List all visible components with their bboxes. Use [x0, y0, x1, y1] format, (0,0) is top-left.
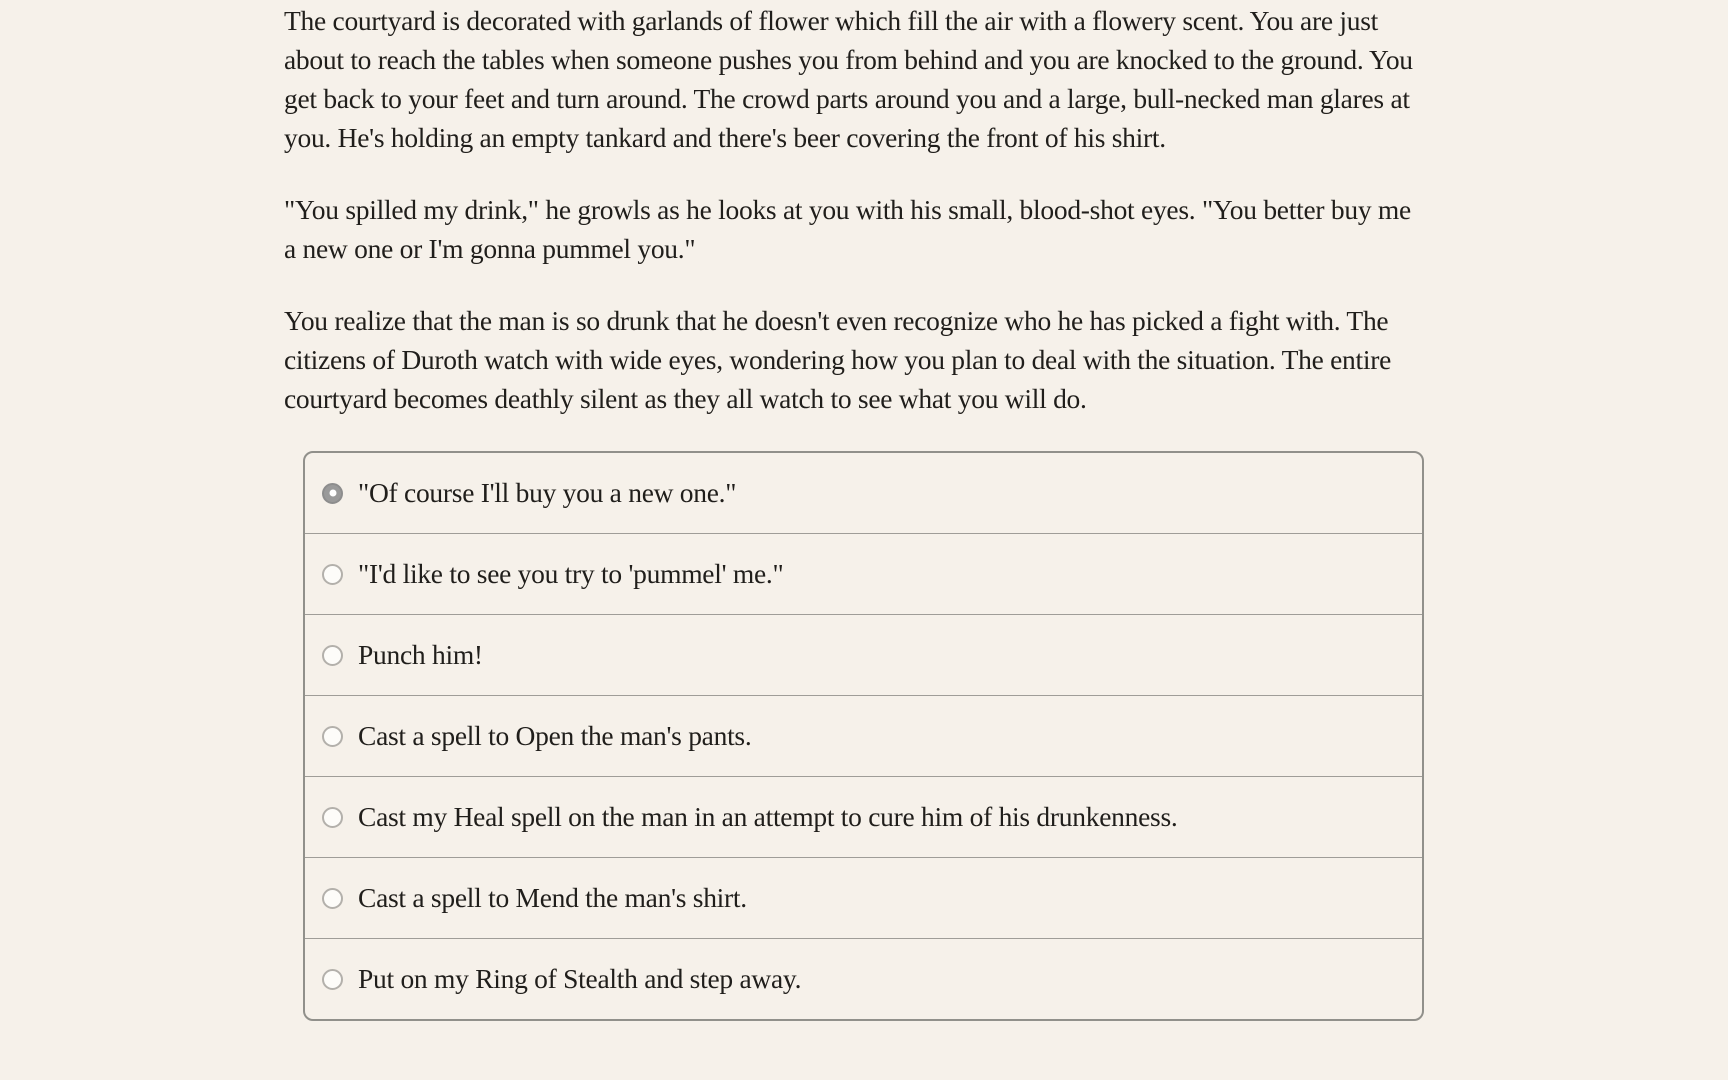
- choice-option-4[interactable]: [305, 695, 1422, 776]
- choice-option-label: Put on my Ring of Stealth and step away.: [358, 963, 802, 994]
- radio-button-icon[interactable]: [322, 888, 343, 909]
- choice-option-5[interactable]: [305, 776, 1422, 857]
- choice-option-1[interactable]: [305, 453, 1422, 533]
- choice-option-label: "Of course I'll buy you a new one.": [358, 477, 737, 508]
- story-paragraph: You realize that the man is so drunk that he doesn't even recognize who he has picked a fight with. The citizens of Duroth watch with wide eyes, wondering how you plan to deal with the situation. The entire courtyard becomes deathly silent as they all watch to see what you will do.: [284, 305, 1392, 414]
- radio-button-icon[interactable]: [322, 564, 343, 585]
- choice-option-label: Cast my Heal spell on the man in an attempt to cure him of his drunkenness.: [358, 801, 1178, 832]
- story-page: [284, 0, 1424, 1021]
- radio-button-icon[interactable]: [322, 807, 343, 828]
- radio-button-icon[interactable]: [322, 969, 343, 990]
- choice-option-3[interactable]: [305, 614, 1422, 695]
- radio-dot-icon: [329, 490, 336, 497]
- radio-button-icon[interactable]: [322, 645, 343, 666]
- choice-option-label: Punch him!: [358, 639, 483, 670]
- choice-list: [303, 451, 1424, 1021]
- story-paragraph: "You spilled my drink," he growls as he looks at you with his small, blood-shot eyes. "You better buy me a new one or I'm gonna pummel you.": [284, 194, 1411, 264]
- radio-button-icon[interactable]: [322, 726, 343, 747]
- choice-option-label: Cast a spell to Mend the man's shirt.: [358, 882, 747, 913]
- choice-option-2[interactable]: [305, 533, 1422, 614]
- story-paragraph: The courtyard is decorated with garlands of flower which fill the air with a flowery scent. You are just about to reach the tables when someone pushes you from behind and you are knocked to the ground. You get back to your feet and turn around. The crowd parts around you and a large, bull-necked man glares at you. He's holding an empty tankard and there's beer covering the front of his shirt.: [284, 5, 1413, 153]
- choice-option-label: Cast a spell to Open the man's pants.: [358, 720, 752, 751]
- choice-option-label: "I'd like to see you try to 'pummel' me.": [358, 558, 784, 589]
- choice-option-7[interactable]: [305, 938, 1422, 1019]
- choice-option-6[interactable]: [305, 857, 1422, 938]
- radio-button-icon[interactable]: [322, 483, 343, 504]
